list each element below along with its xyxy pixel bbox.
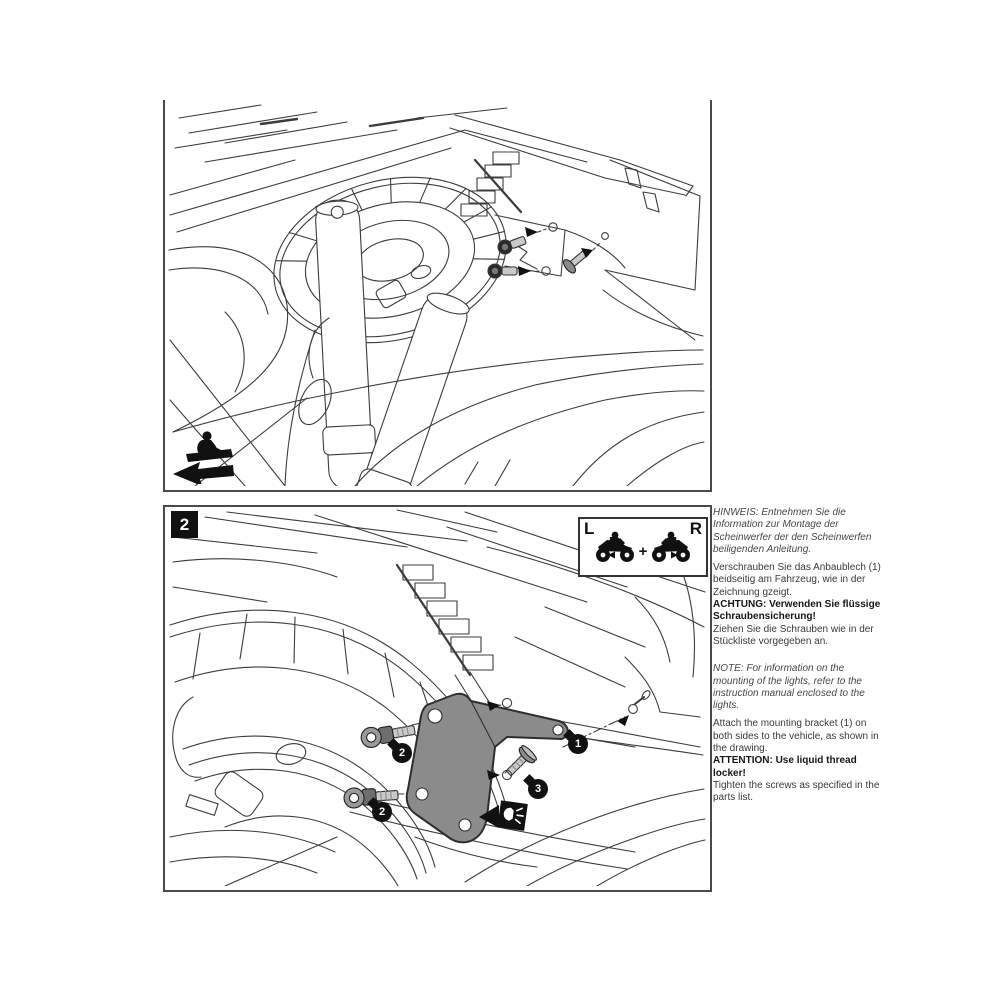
plus-sign: + <box>638 543 648 560</box>
german-note: HINWEIS: Entnehmen Sie die Information zur Montage der Scheinwerfer der den Scheinwerfen beiligenden Anleitung. <box>713 507 872 555</box>
center-hole <box>410 263 433 281</box>
removal-arrow-icon <box>518 266 531 276</box>
pointer-arrow-icon <box>617 715 629 726</box>
step2-panel <box>163 505 712 892</box>
right-side-label: R <box>689 519 702 538</box>
removal-arrow-icon <box>525 227 538 237</box>
german-warning: ACHTUNG: Verwenden Sie flüssige Schraubensicherung! <box>713 599 881 623</box>
rider-view-icon <box>173 428 237 484</box>
headlight-housing <box>256 154 524 366</box>
left-right-indicator <box>578 517 708 577</box>
english-tighten: Tighten the screws as specified in the parts list. <box>713 779 880 804</box>
motorcycle-right-icon <box>650 531 692 563</box>
instruction-text-column <box>713 507 885 805</box>
english-step: Attach the mounting bracket (1) on both sides to the vehicle, as shown in the drawing. <box>713 718 879 755</box>
english-warning: ATTENTION: Use liquid thread locker! <box>713 755 857 779</box>
step1-panel <box>163 100 712 492</box>
screws <box>488 223 608 278</box>
left-side-label: L <box>584 519 595 538</box>
step1-drawing <box>165 100 706 486</box>
german-step: Verschrauben Sie das Anbaublech (1) beidseitig am Fahrzeug, wie in der Zeichnung gzeigt. <box>713 562 881 598</box>
bracket-screw-flat <box>502 744 538 780</box>
bodywork-lines <box>170 105 587 232</box>
callout-bracket: 1 <box>568 734 588 754</box>
callout-screw-lower: 2 <box>372 802 392 822</box>
step-number-badge: 2 <box>171 511 198 538</box>
callout-screw-flat: 3 <box>528 779 548 799</box>
right-fairing <box>450 115 703 340</box>
english-note: NOTE: For information on the mounting of the lights, refer to the instruction manual enclosed to the lights. <box>713 663 865 712</box>
fork-tubes <box>311 199 477 486</box>
german-tighten: Ziehen Sie die Schrauben wie in der Stückliste vorgegeben an. <box>713 623 874 647</box>
callout-screw-upper: 2 <box>392 743 412 763</box>
motorcycle-left-icon <box>594 531 636 563</box>
square-hole <box>375 279 408 309</box>
